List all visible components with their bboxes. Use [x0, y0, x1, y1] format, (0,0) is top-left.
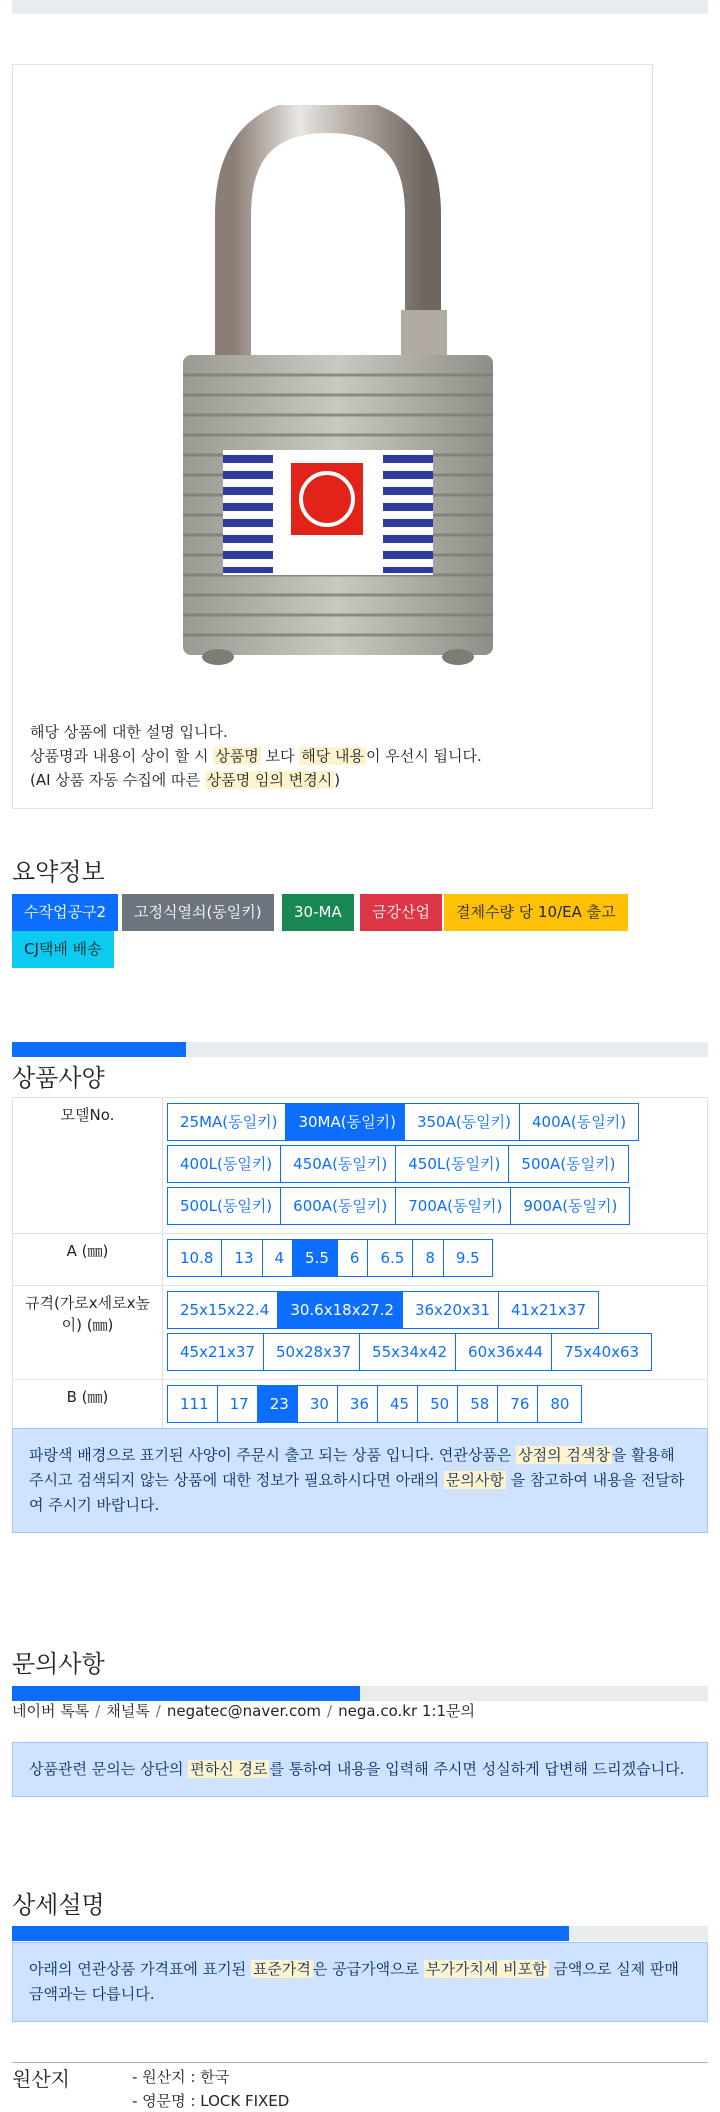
spec-options [163, 1380, 708, 1432]
highlight: 상점의 검색창 [518, 1446, 610, 1464]
spec-label: 규격(가로x세로x높이) (㎜) [13, 1286, 163, 1380]
spec-notice: 파랑색 배경으로 표기된 사양이 주문시 출고 되는 상품 입니다. 연관상품은 상점의 검색창 을 활용해 주시고 검색되지 않는 상품에 대한 정보가 필요하시다면 아래의 문의사항 을 참고하여 내용을 전달하여 주시기 바랍니다. [12, 1428, 708, 1533]
spec-row-a [13, 1234, 708, 1286]
spec-table [12, 1097, 708, 1432]
detail-progress [12, 1926, 708, 1941]
contact-links [12, 1700, 475, 1721]
model-option[interactable]: 25MA(동일키) [167, 1103, 290, 1141]
b-option[interactable]: 45 [377, 1385, 422, 1423]
separator: / [95, 1702, 101, 1720]
description-line: 상품명과 내용이 상이 할 시 상품명 보다 해당 내용 이 우선시 됩니다. [30, 747, 482, 765]
a-option-selected[interactable]: 5.5 [292, 1239, 342, 1277]
highlight: 상품명 [215, 747, 259, 765]
origin-english-name: - 영문명 : LOCK FIXED [132, 2092, 290, 2110]
quantity-badge: 결제수량 당 10/EA 출고 [444, 894, 628, 931]
a-option[interactable]: 4 [262, 1239, 298, 1277]
description-line: (AI 상품 자동 수집에 따른 상품명 임의 변경시 ) [30, 771, 341, 789]
highlight: 해당 내용 [301, 747, 364, 765]
inquiry-title: 문의사항 [12, 1650, 105, 1678]
spec-row-b [13, 1380, 708, 1432]
spec-row-size [13, 1286, 708, 1380]
b-option[interactable]: 76 [497, 1385, 542, 1423]
b-option[interactable]: 36 [337, 1385, 382, 1423]
spec-label: B (㎜) [13, 1380, 163, 1432]
b-option[interactable]: 58 [457, 1385, 502, 1423]
brand-badge: 금강산업 [360, 894, 442, 931]
origin-values [132, 2065, 289, 2112]
spec-row-model [13, 1098, 708, 1234]
top-bar [12, 0, 708, 14]
origin-country: - 원산지 : 한국 [132, 2068, 230, 2086]
b-option[interactable]: 50 [417, 1385, 462, 1423]
size-option-selected[interactable]: 30.6x18x27.2 [277, 1291, 407, 1329]
product-description [30, 720, 482, 792]
size-option[interactable]: 25x15x22.4 [167, 1291, 282, 1329]
padlock-image [163, 105, 503, 705]
highlight: 문의사항 [445, 1471, 504, 1489]
separator: / [155, 1702, 161, 1720]
product-image-box [12, 64, 653, 809]
highlight: 상품명 임의 변경시 [206, 771, 333, 789]
size-option[interactable]: 50x28x37 [263, 1333, 364, 1371]
b-option[interactable]: 17 [217, 1385, 262, 1423]
origin-row [12, 2062, 708, 2110]
model-option[interactable]: 500L(동일키) [167, 1187, 285, 1225]
contact-naver-talk[interactable]: 네이버 톡톡 [12, 1702, 90, 1720]
a-option[interactable]: 9.5 [443, 1239, 493, 1277]
model-option[interactable]: 450A(동일키) [280, 1145, 400, 1183]
a-option[interactable]: 10.8 [167, 1239, 226, 1277]
contact-website[interactable]: nega.co.kr 1:1문의 [338, 1702, 475, 1720]
highlight: 부가가치세 비포함 [425, 1960, 547, 1978]
b-option[interactable]: 30 [297, 1385, 342, 1423]
model-option[interactable]: 400A(동일키) [519, 1103, 639, 1141]
model-option[interactable]: 600A(동일키) [280, 1187, 400, 1225]
a-option[interactable]: 6.5 [367, 1239, 417, 1277]
model-badge: 30-MA [282, 894, 354, 931]
highlight: 편하신 경로 [190, 1760, 268, 1778]
detail-notice: 아래의 연관상품 가격표에 표기된 표준가격 은 공급가액으로 부가가치세 비포함 금액으로 실제 판매금액과는 다릅니다. [12, 1942, 708, 2022]
inquiry-progress-fill [12, 1686, 360, 1701]
model-option[interactable]: 900A(동일키) [510, 1187, 630, 1225]
spec-options [163, 1286, 708, 1380]
size-option[interactable]: 55x34x42 [359, 1333, 460, 1371]
model-option[interactable]: 500A(동일키) [508, 1145, 628, 1183]
shipping-badge: CJ택배 배송 [12, 931, 114, 968]
model-option[interactable]: 450L(동일키) [395, 1145, 513, 1183]
size-option[interactable]: 41x21x37 [498, 1291, 599, 1329]
spec-options [163, 1098, 708, 1234]
size-option[interactable]: 60x36x44 [455, 1333, 556, 1371]
model-option[interactable]: 700A(동일키) [395, 1187, 515, 1225]
spec-options [163, 1234, 708, 1286]
description-line: 해당 상품에 대한 설명 입니다. [30, 723, 228, 741]
b-option[interactable]: 80 [537, 1385, 582, 1423]
size-option[interactable]: 36x20x31 [402, 1291, 503, 1329]
model-option[interactable]: 400L(동일키) [167, 1145, 285, 1183]
spec-label: 모델No. [13, 1098, 163, 1234]
contact-email[interactable]: negatec@naver.com [166, 1702, 322, 1720]
specs-title: 상품사양 [12, 1064, 105, 1092]
contact-channel-talk[interactable]: 채널톡 [106, 1702, 150, 1720]
a-option[interactable]: 6 [337, 1239, 373, 1277]
size-option[interactable]: 75x40x63 [551, 1333, 652, 1371]
a-option[interactable]: 13 [221, 1239, 266, 1277]
a-option[interactable]: 8 [412, 1239, 448, 1277]
inquiry-notice: 상품관련 문의는 상단의 편하신 경로 를 통하여 내용을 입력해 주시면 성실하게 답변해 드리겠습니다. [12, 1742, 708, 1797]
separator: / [327, 1702, 333, 1720]
inquiry-progress [12, 1686, 708, 1701]
origin-label: 원산지 [12, 2067, 70, 2091]
model-option[interactable]: 350A(동일키) [404, 1103, 524, 1141]
category-badge: 수작업공구2 [12, 894, 118, 931]
highlight: 표준가격 [252, 1960, 311, 1978]
b-option[interactable]: 111 [167, 1385, 222, 1423]
model-option-selected[interactable]: 30MA(동일키) [285, 1103, 408, 1141]
specs-progress-fill [12, 1042, 186, 1057]
b-option-selected[interactable]: 23 [257, 1385, 302, 1423]
detail-progress-fill [12, 1926, 569, 1941]
type-badge: 고정식열쇠(동일키) [122, 894, 274, 931]
detail-title: 상세설명 [12, 1891, 105, 1919]
spec-label: A (㎜) [13, 1234, 163, 1286]
size-option[interactable]: 45x21x37 [167, 1333, 268, 1371]
specs-progress [12, 1042, 708, 1057]
summary-title: 요약정보 [12, 858, 105, 886]
